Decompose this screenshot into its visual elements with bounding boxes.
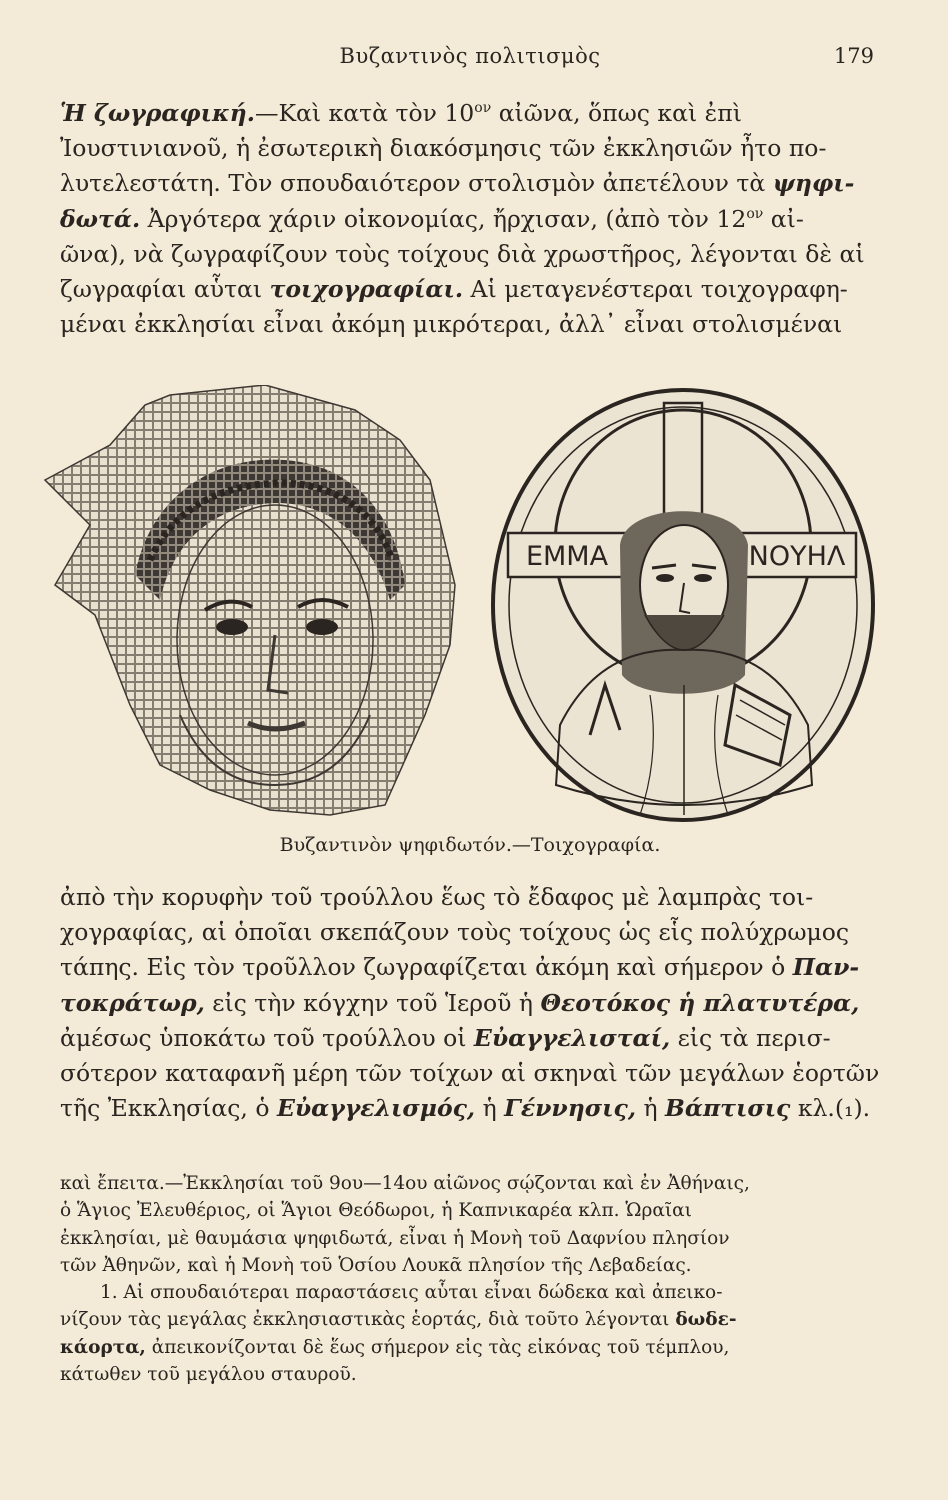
emphasis-term: τοκράτωρ, xyxy=(60,988,205,1017)
superscript: ον xyxy=(746,205,764,222)
text-line xyxy=(60,272,880,307)
emphasis-term: Εὐαγγελισμός, xyxy=(276,1094,476,1123)
emphasis-term: δωτά. xyxy=(60,204,141,233)
footnote-line xyxy=(60,1306,880,1333)
text-span: ἡ xyxy=(636,1094,666,1123)
text-span: ἀπεικονίζονται δὲ ἕως σήμερον εἰς τὰς εἰκόνας τοῦ τέμπλου, xyxy=(145,1336,730,1358)
text-span: αἰῶνα, ὅπως καὶ ἐπὶ xyxy=(491,99,742,127)
inscription-left: ΕΜΜΑ xyxy=(525,541,609,572)
running-header xyxy=(60,44,880,78)
emphasis-term: Εὐαγγελισταί, xyxy=(473,1023,671,1052)
text-span: κλ.(₁). xyxy=(790,1094,871,1123)
footnotes xyxy=(60,1170,880,1388)
text-span: εἰς τὰ περισ- xyxy=(670,1023,831,1052)
emphasis-term: Θεοτόκος ἡ πλατυτέρα, xyxy=(540,988,860,1017)
text-line xyxy=(60,202,880,237)
text-span: Αἱ μεταγενέστεραι τοιχογραφη- xyxy=(463,274,848,303)
paragraph-painting xyxy=(60,96,880,342)
text-span: εἰς τὴν κόγχην τοῦ Ἱεροῦ ἡ xyxy=(204,988,541,1017)
text-span: ἡ xyxy=(475,1094,505,1123)
text-line: ἀπὸ τὴν κορυφὴν τοῦ τρούλλου ἕως τὸ ἔδαφος μὲ λαμπρὰς τοι- xyxy=(60,883,814,911)
text-span: τῆς Ἐκκλησίας, ὁ xyxy=(60,1094,277,1123)
page-number: 179 xyxy=(833,44,874,68)
text-span: —Καὶ κατὰ τὸν 10 xyxy=(254,99,475,127)
emphasis-term: Βάπτισις xyxy=(665,1094,791,1123)
text-span: λυτελεστάτη. Τὸν σπουδαιότερον στολισμὸν ἀπετέλουν τὰ xyxy=(60,169,773,198)
text-line xyxy=(60,986,880,1021)
text-span: τάπης. Εἰς τὸν τροῦλλον ζωγραφίζεται ἀκόμη καὶ σήμερον ὁ xyxy=(60,953,793,982)
figure-panel xyxy=(0,385,948,825)
text-span: ζωγραφίαι αὗται xyxy=(60,274,270,303)
footnote-line: καὶ ἔπειτα.—Ἐκκλησίαι τοῦ 9ου—14ου αἰῶνος σῴζονται καὶ ἐν Ἀθήναις, xyxy=(60,1173,750,1194)
text-line xyxy=(60,1021,880,1056)
emphasis-term: δωδε- xyxy=(675,1309,737,1331)
footnote-line: ὁ Ἅγιος Ἐλευθέριος, οἱ Ἅγιοι Θεόδωροι, ἡ Καπνικαρέα κλπ. Ὡραῖαι xyxy=(60,1200,692,1222)
mosaic-fragment xyxy=(45,385,455,815)
footnote-line xyxy=(60,1334,880,1361)
christ-medallion xyxy=(493,390,873,820)
text-line: ῶνα), νὰ ζωγραφίζουν τοὺς τοίχους διὰ χρωστῆρος, λέγονται δὲ αἱ xyxy=(60,239,865,268)
text-span: αἰ- xyxy=(763,204,804,233)
text-line xyxy=(60,166,880,201)
emphasis-term: τοιχογραφίαι. xyxy=(269,274,464,303)
inscription-right: ΝΟΥΗΛ xyxy=(748,541,846,572)
footnote-line: τῶν Ἀθηνῶν, καὶ ἡ Μονὴ τοῦ Ὁσίου Λουκᾶ πλησίον τῆς Λεβαδείας. xyxy=(60,1254,692,1276)
text-line xyxy=(60,1091,880,1126)
section-heading: Ἡ ζωγραφική. xyxy=(60,99,255,127)
superscript: ον xyxy=(474,100,492,117)
footnote-line: ἐκκλησίαι, μὲ θαυμάσια ψηφιδωτά, εἶναι ἡ Μονὴ τοῦ Δαφνίου πλησίον xyxy=(60,1227,730,1249)
figure-illustrations xyxy=(0,385,948,825)
figure-caption: Βυζαντινὸν ψηφιδωτόν.—Τοιχογραφία. xyxy=(279,834,661,856)
emphasis-term: κάορτα, xyxy=(60,1336,146,1358)
text-span: ἀμέσως ὑποκάτω τοῦ τρούλλου οἱ xyxy=(60,1023,474,1052)
text-line xyxy=(60,950,880,985)
text-line: χογραφίας, αἱ ὁποῖαι σκεπάζουν τοὺς τοίχους ὡς εἷς πολύχρωμος xyxy=(60,918,850,947)
footnote-line: 1. Αἱ σπουδαιότεραι παραστάσεις αὗται εἶναι δώδεκα καὶ ἀπεικο- xyxy=(100,1282,723,1304)
emphasis-term: ψηφι- xyxy=(772,169,855,198)
emphasis-term: Παν- xyxy=(792,953,860,982)
running-title: Βυζαντινὸς πολιτισμὸς xyxy=(339,44,601,68)
text-span: νίζουν τὰς μεγάλας ἐκκλησιαστικὰς ἑορτάς, διὰ τοῦτο λέγονται xyxy=(60,1309,676,1331)
text-line: σότερον καταφανῆ μέρη τῶν τοίχων αἱ σκηναὶ τῶν μεγάλων ἑορτῶν xyxy=(60,1058,880,1087)
emphasis-term: Γέννησις, xyxy=(504,1094,636,1123)
paragraph-frescoes xyxy=(60,880,880,1126)
footnote-line: κάτωθεν τοῦ μεγάλου σταυροῦ. xyxy=(60,1364,357,1386)
text-line: μέναι ἐκκλησίαι εἶναι ἀκόμη μικρότεραι, ἀλλ᾽ εἶναι στολισμέναι xyxy=(60,310,843,339)
text-span: Ἀργότερα χάριν οἰκονομίας, ἤρχισαν, (ἀπὸ τὸν 12 xyxy=(140,204,747,233)
text-line: Ἰουστινιανοῦ, ἡ ἐσωτερικὴ διακόσμησις τῶν ἐκκλησιῶν ἦτο πο- xyxy=(60,134,827,163)
text-line xyxy=(60,96,880,131)
